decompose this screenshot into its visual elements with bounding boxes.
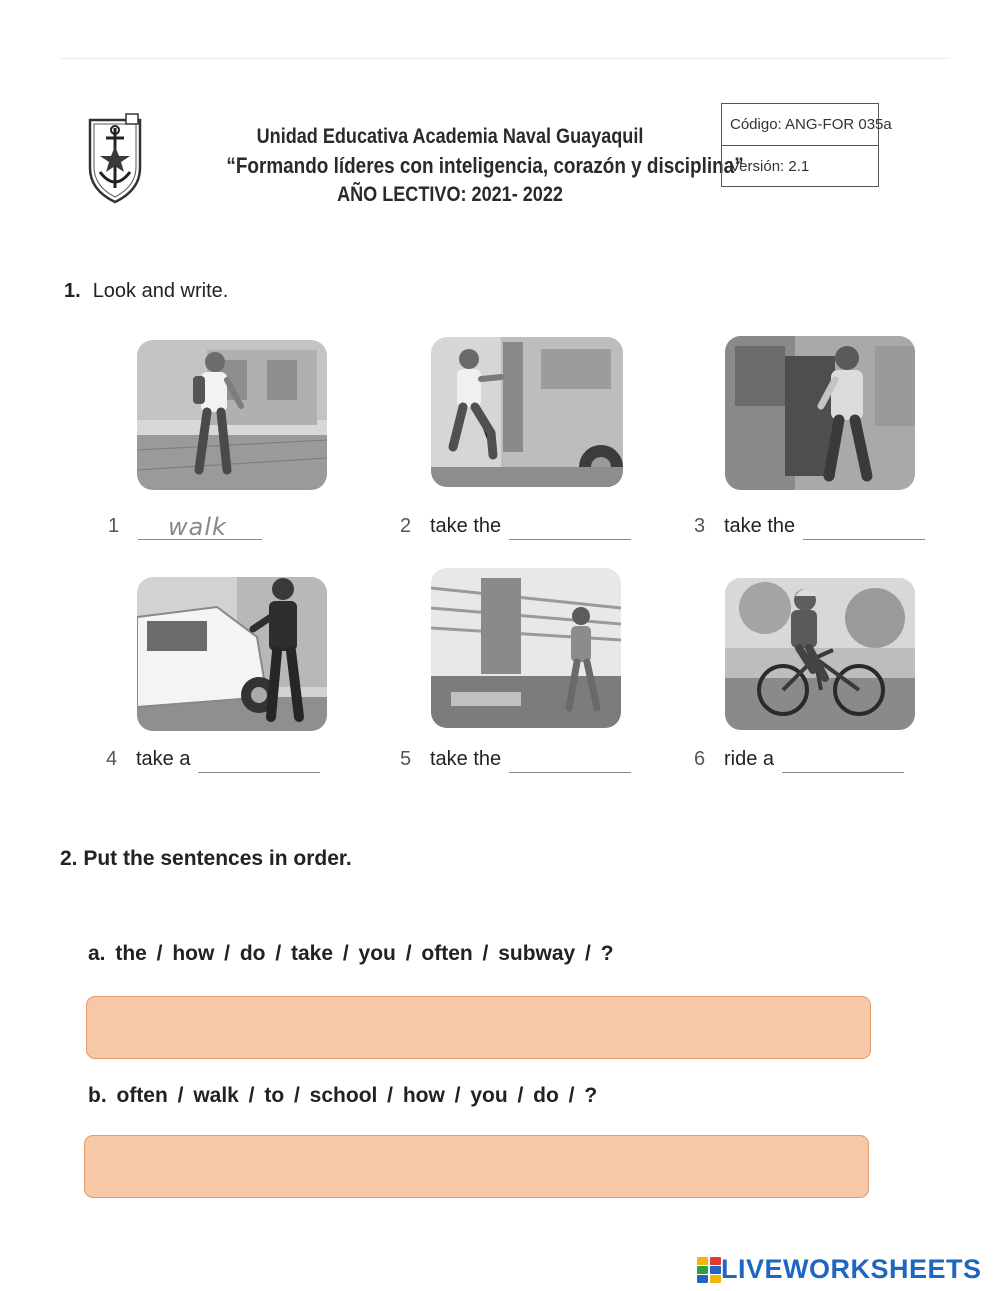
school-crest-logo: [84, 110, 146, 204]
item-1-label: [108, 512, 262, 540]
picture-girl-near-train: [431, 568, 621, 728]
sentence-a-answer-box[interactable]: [86, 996, 871, 1059]
document-code-box: [721, 103, 892, 187]
header-divider: [60, 58, 950, 59]
section2-title: 2. Put the sentences in order.: [60, 847, 352, 870]
sentence-b-answer-box[interactable]: [84, 1135, 869, 1198]
item-2-prompt: take the: [430, 515, 502, 537]
item-6-prompt: ride a: [724, 748, 775, 770]
item-2-label: [400, 512, 631, 540]
item-4-label: [106, 745, 320, 773]
item-3-prompt: take the: [724, 515, 796, 537]
item-6-label: [694, 745, 904, 773]
item-5-number: 5: [400, 748, 412, 770]
item-3-label: [694, 512, 925, 540]
item-1-number: 1: [108, 515, 120, 537]
institution-heading: [226, 122, 744, 209]
liveworksheets-blocks-icon: [697, 1257, 721, 1283]
institution-name: Unidad Educativa Academia Naval Guayaquil: [256, 125, 644, 148]
item-5-prompt: take the: [430, 748, 502, 770]
picture-girl-boarding-bus: [431, 337, 623, 487]
liveworksheets-logo[interactable]: [697, 1254, 982, 1284]
section1-number: 1.: [64, 280, 81, 302]
item-5-label: [400, 745, 631, 773]
item-6-answer-field[interactable]: [782, 748, 904, 773]
sentence-a: a. the / how / do / take / you / often / subway / ?: [88, 942, 614, 965]
sentence-b: b. often / walk / to / school / how / you / do / ?: [88, 1084, 598, 1107]
document-code: Código: ANG-FOR 035a: [730, 116, 892, 133]
picture-man-entering-taxi: [137, 577, 327, 731]
picture-boy-riding-bike: [725, 578, 915, 730]
item-1-answer-field[interactable]: [138, 515, 262, 540]
item-6-number: 6: [694, 748, 706, 770]
item-1-answer: walk: [168, 513, 227, 541]
picture-man-boarding-subway: [725, 336, 915, 490]
school-year: AÑO LECTIVO: 2021- 2022: [337, 183, 563, 206]
document-version: Versión: 2.1: [722, 145, 878, 187]
item-4-number: 4: [106, 748, 118, 770]
picture-girl-walking: [137, 340, 327, 490]
item-3-number: 3: [694, 515, 706, 537]
school-motto: “Formando líderes con inteligencia, corazón y disciplina”: [226, 153, 744, 178]
item-3-answer-field[interactable]: [803, 515, 925, 540]
item-2-answer-field[interactable]: [509, 515, 631, 540]
item-5-answer-field[interactable]: [509, 748, 631, 773]
item-4-prompt: take a: [136, 748, 191, 770]
item-2-number: 2: [400, 515, 412, 537]
section1-title: [64, 280, 228, 303]
item-4-answer-field[interactable]: [198, 748, 320, 773]
section1-instruction: Look and write.: [92, 280, 229, 302]
liveworksheets-brand: LIVEWORKSHEETS: [721, 1254, 982, 1284]
